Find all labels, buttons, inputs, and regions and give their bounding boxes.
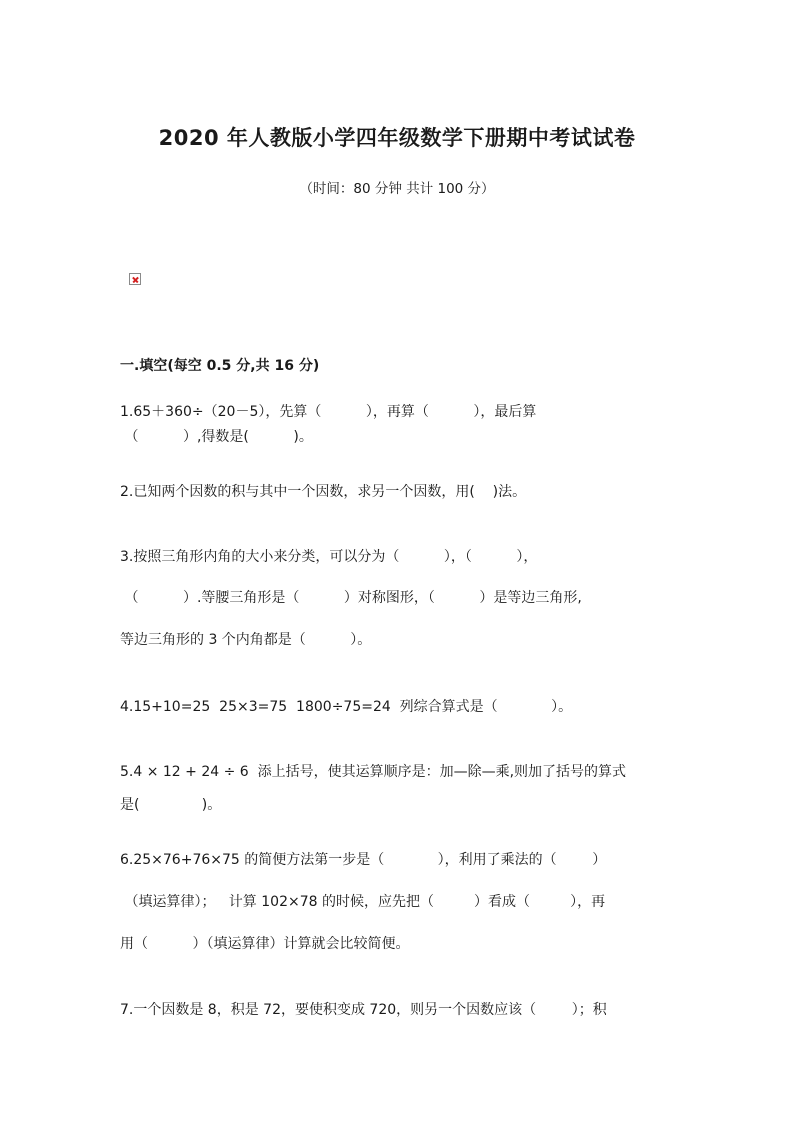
document-subtitle: （时间：80 分钟 共计 100 分） [299,181,495,197]
question-6-line-3: 用（ ）（填运算律）计算就会比较简便。 [120,936,410,952]
question-3-line-3: 等边三角形的 3 个内角都是（ ）。 [120,632,372,648]
question-2-line-1: 2.已知两个因数的积与其中一个因数，求另一个因数，用( )法。 [120,484,527,500]
question-4-line-1: 4.15+10=25 25×3=75 1800÷75=24 列综合算式是（ ）。 [120,699,573,715]
question-3-line-2: （ ）.等腰三角形是（ ）对称图形，（ ）是等边三角形, [120,590,582,606]
question-6-line-1: 6.25×76+76×75 的简便方法第一步是（ ），利用了乘法的（ ） [120,852,607,868]
section-heading: 一.填空(每空 0.5 分,共 16 分) [120,358,320,374]
question-5-line-2: 是( )。 [120,797,222,813]
question-5-line-1: 5.4 × 12 + 24 ÷ 6 添上括号，使其运算顺序是：加—除—乘,则加了括号的算式 [120,764,627,780]
question-6-line-2: （填运算律）； 计算 102×78 的时候，应先把（ ）看成（ ），再 [120,894,606,910]
question-3-line-1: 3.按照三角形内角的大小来分类，可以分为（ ），（ ）， [120,549,538,565]
question-7-line-1: 7.一个因数是 8，积是 72，要使积变成 720，则另一个因数应该（ ）；积 [120,1002,607,1018]
question-1-line-1: 1.65＋360÷（20－5），先算（ ），再算（ ），最后算 [120,404,537,420]
document-title: 2020 年人教版小学四年级数学下册期中考试试卷 [158,126,636,150]
broken-image-icon [129,273,141,285]
question-1-line-2: （ ）,得数是( )。 [120,429,313,445]
